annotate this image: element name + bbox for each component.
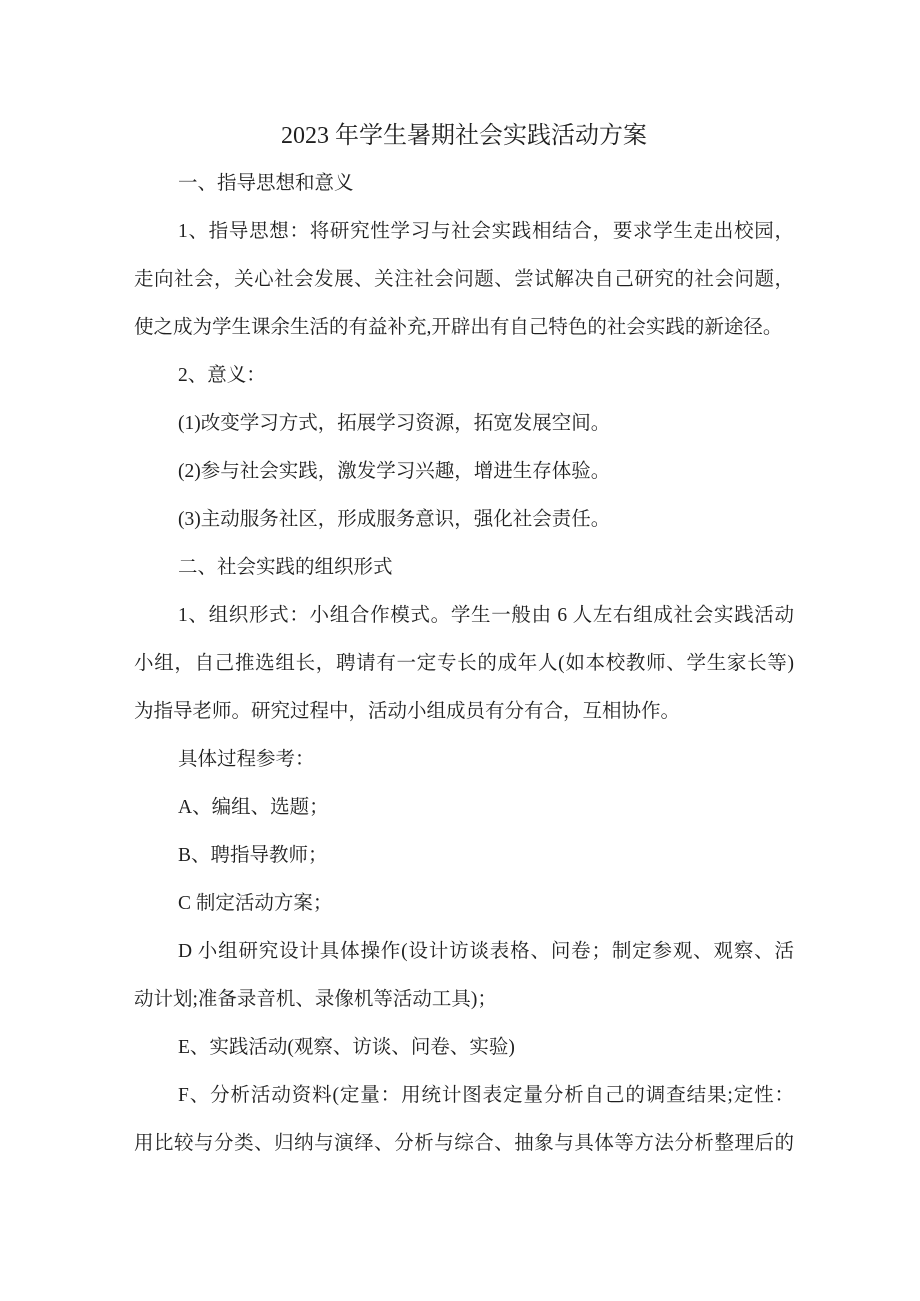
paragraph-line: 小组，自己推选组长，聘请有一定专长的成年人(如本校教师、学生家长等) — [134, 653, 794, 674]
paragraph-line: E、实践活动(观察、访谈、问卷、实验) — [178, 1037, 515, 1058]
section-heading: 一、指导思想和意义 — [178, 173, 354, 194]
paragraph-line: D 小组研究设计具体操作(设计访谈表格、问卷；制定参观、观察、活 — [178, 941, 794, 962]
paragraph-line: 为指导老师。研究过程中，活动小组成员有分有合，互相协作。 — [134, 701, 681, 722]
paragraph-line: 具体过程参考： — [178, 749, 315, 770]
paragraph-line: (2)参与社会实践，激发学习兴趣，增进生存体验。 — [178, 461, 611, 482]
paragraph-line: 走向社会，关心社会发展、关注社会问题、尝试解决自己研究的社会问题， — [134, 269, 794, 290]
document-title: 2023 年学生暑期社会实践活动方案 — [281, 123, 647, 149]
paragraph-line: A、编组、选题； — [178, 797, 329, 818]
paragraph-line: 用比较与分类、归纳与演绎、分析与综合、抽象与具体等方法分析整理后的 — [134, 1133, 794, 1154]
paragraph-line: F、分析活动资料(定量：用统计图表定量分析自己的调查结果;定性： — [178, 1085, 794, 1106]
paragraph-line: B、聘指导教师； — [178, 845, 328, 866]
paragraph-line: 2、意义： — [178, 365, 266, 386]
document-body — [134, 160, 794, 1168]
paragraph-line: (3)主动服务社区，形成服务意识，强化社会责任。 — [178, 509, 611, 530]
paragraph-line: 使之成为学生课余生活的有益补充,开辟出有自己特色的社会实践的新途径。 — [134, 317, 783, 338]
paragraph-line: C 制定活动方案； — [178, 893, 333, 914]
paragraph-line: 动计划;准备录音机、录像机等活动工具)； — [134, 989, 497, 1010]
paragraph-line: 1、指导思想：将研究性学习与社会实践相结合，要求学生走出校园， — [178, 221, 794, 242]
section-heading: 二、社会实践的组织形式 — [178, 557, 393, 578]
paragraph-line: 1、组织形式：小组合作模式。学生一般由 6 人左右组成社会实践活动 — [178, 605, 794, 626]
paragraph-line: (1)改变学习方式，拓展学习资源，拓宽发展空间。 — [178, 413, 611, 434]
